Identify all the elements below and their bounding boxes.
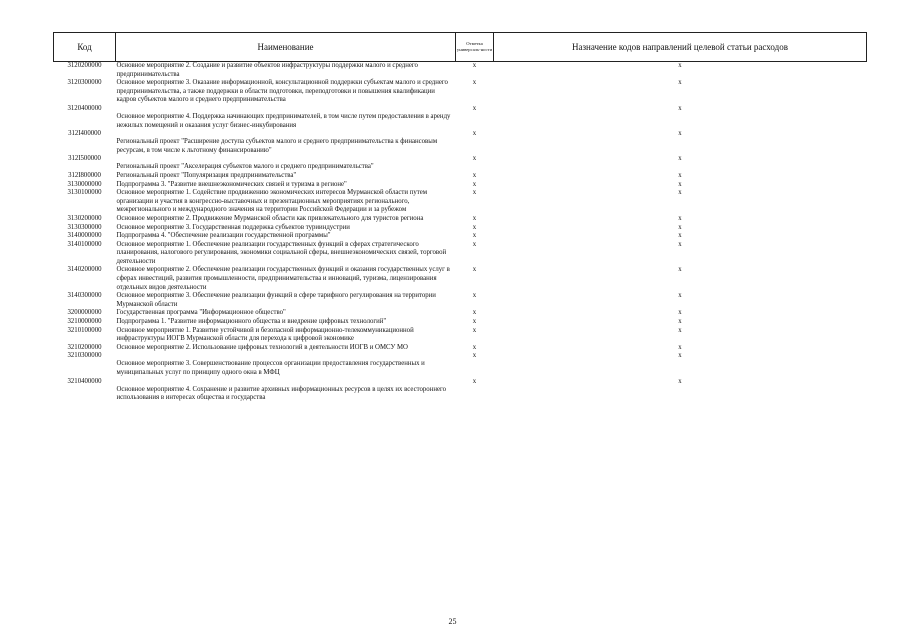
row-name: Основное мероприятие 2. Создание и развитие объектов инфраструктуры поддержки малого и среднего предпринимательства xyxy=(116,62,418,78)
row-purpose: x xyxy=(678,79,682,87)
row-universality-mark: x xyxy=(472,79,477,87)
table-body xyxy=(54,62,867,403)
table-row xyxy=(54,62,867,80)
row-universality-mark: x xyxy=(472,130,477,138)
row-purpose: x xyxy=(678,171,682,179)
header-code: Код xyxy=(54,33,116,62)
row-name: Основное мероприятие 1. Содействие продвижению экономических интересов Мурманской области путем организации и участия в конгрессно-выставочных и презентационных мероприятиях регионального, межрегионального и международного значения на территории Российской Федерации и за рубежом xyxy=(116,189,428,214)
table-row xyxy=(54,327,867,344)
row-universality-mark: x xyxy=(472,318,477,326)
row-universality-mark: x xyxy=(472,326,477,334)
row-purpose: x xyxy=(678,377,682,385)
row-purpose: x xyxy=(678,130,682,138)
row-purpose: x xyxy=(678,62,682,69)
row-purpose: x xyxy=(678,180,682,188)
table-row xyxy=(54,318,867,327)
row-name: Основное мероприятие 4. Поддержка начинающих предпринимателей, в том числе путем предоставления в аренду нежилых помещений и оказания услуг бизнес-инкубирования xyxy=(116,112,451,129)
table-row xyxy=(54,215,867,224)
table-row xyxy=(54,241,867,267)
row-code: 3140100000 xyxy=(67,240,102,248)
row-purpose: x xyxy=(678,309,682,317)
row-name: Основное мероприятие 3. Совершенствование процессов организации предоставления государственных и муниципальных услуг по принципу одного окна в МФЦ xyxy=(116,360,425,376)
header-purpose: Назначение кодов направлений целевой статьи расходов xyxy=(494,33,867,62)
row-purpose: x xyxy=(678,318,682,326)
row-code: 3140000000 xyxy=(67,232,102,240)
table-row xyxy=(54,232,867,241)
row-name: Основное мероприятие 2. Обеспечение реализации государственных функций и оказания государственных услуг в сферах инвестиций, развития промышленности, предпринимательства и инноваций, туризма, лицензирования отдельных видов деятельности xyxy=(116,266,450,291)
row-universality-mark: x xyxy=(472,343,477,351)
row-code: 3120300000 xyxy=(67,79,102,87)
row-universality-mark: x xyxy=(472,377,477,385)
row-purpose: x xyxy=(678,223,682,231)
row-code: 3140300000 xyxy=(67,292,102,300)
row-code: 312I500000 xyxy=(68,155,101,163)
row-name: Региональный проект "Популяризация предпринимательства" xyxy=(116,171,297,179)
row-name: Основное мероприятие 1. Развитие устойчивой и безопасной информационно-телекоммуникационной инфраструктуры ИОГВ Мурманской области для перехода к цифровой экономике xyxy=(116,326,414,343)
row-name: Подпрограмма 4. "Обеспечение реализации государственной программы" xyxy=(116,232,331,240)
row-name: Основное мероприятие 2. Использование цифровых технологий в деятельности ИОГВ и ОМСУ МО xyxy=(116,343,408,351)
table-row xyxy=(54,105,867,130)
row-code: 3210300000 xyxy=(67,352,102,360)
row-name: Государственная программа "Информационное общество" xyxy=(116,309,286,317)
table-row xyxy=(54,352,867,377)
table-row xyxy=(54,344,867,353)
row-name: Основное мероприятие 1. Обеспечение реализации государственных функций в сферах стратегического планирования, налогового регулирования, экономики социальной сферы, внешнеэкономических связей, торговой деятельности xyxy=(116,240,447,265)
row-universality-mark: x xyxy=(472,240,477,248)
row-purpose: x xyxy=(678,326,682,334)
row-universality-mark: x xyxy=(472,266,477,274)
row-code: 3120200000 xyxy=(67,62,102,69)
row-name: Подпрограмма 3. "Развитие внешнеэкономических связей и туризма в регионе" xyxy=(116,180,347,188)
row-universality-mark: x xyxy=(472,352,477,360)
row-purpose: x xyxy=(678,104,682,112)
table-row xyxy=(54,172,867,181)
row-code: 3200000000 xyxy=(67,309,102,317)
row-name: Основное мероприятие 2. Продвижение Мурманской области как привлекательного для туристов региона xyxy=(116,214,424,222)
table-row xyxy=(54,155,867,172)
row-purpose: x xyxy=(678,352,682,360)
row-universality-mark: x xyxy=(472,292,477,300)
page-number: 25 xyxy=(448,617,457,626)
header-universality-mark: Отметка универсаль-ности xyxy=(456,33,494,62)
row-universality-mark: x xyxy=(472,171,477,179)
row-purpose: x xyxy=(678,232,682,240)
table-row xyxy=(54,224,867,233)
row-universality-mark: x xyxy=(472,232,477,240)
row-universality-mark: x xyxy=(472,223,477,231)
table-row xyxy=(54,79,867,105)
row-code: 3210400000 xyxy=(67,377,102,385)
row-universality-mark: x xyxy=(472,180,477,188)
row-purpose: x xyxy=(678,189,682,197)
row-purpose: x xyxy=(678,343,682,351)
row-name: Подпрограмма 1. "Развитие информационного общества и внедрение цифровых технологий" xyxy=(116,318,387,326)
row-purpose: x xyxy=(678,155,682,163)
row-code: 312I800000 xyxy=(68,171,101,179)
row-code: 3210100000 xyxy=(67,326,102,334)
table-row xyxy=(54,181,867,190)
row-name: Региональный проект "Акселерация субъектов малого и среднего предпринимательства" xyxy=(116,163,374,171)
row-code: 312I400000 xyxy=(68,130,101,138)
table-row xyxy=(54,378,867,403)
table-header-row xyxy=(54,33,867,62)
row-code: 3130300000 xyxy=(67,223,102,231)
row-purpose: x xyxy=(678,292,682,300)
table-row xyxy=(54,309,867,318)
table-row xyxy=(54,189,867,215)
row-code: 3130000000 xyxy=(67,180,102,188)
row-purpose: x xyxy=(678,266,682,274)
header-name: Наименование xyxy=(116,33,456,62)
row-code: 3120400000 xyxy=(67,104,102,112)
row-name: Основное мероприятие 3. Оказание информационной, консультационной поддержки субъектам малого и среднего предпринимательства, а также поддержки в области подготовки, переподготовки и повышения квалификации кадров субъектов малого и среднего предпринимательства xyxy=(116,79,448,104)
row-purpose: x xyxy=(678,214,682,222)
row-name: Основное мероприятие 3. Обеспечение реализации функций в сфере тарифного регулирования на территории Мурманской области xyxy=(116,292,436,308)
row-name: Основное мероприятие 3. Государственная поддержка субъектов турииндустрии xyxy=(116,223,350,231)
table-row xyxy=(54,266,867,292)
row-universality-mark: x xyxy=(472,214,477,222)
row-purpose: x xyxy=(678,240,682,248)
row-universality-mark: x xyxy=(472,104,477,112)
target-articles-table xyxy=(53,32,867,403)
row-code: 3210000000 xyxy=(67,318,102,326)
row-name: Региональный проект "Расширение доступа субъектов малого и среднего предпринимательства к финансовым ресурсам, в том числе к льготному финансированию" xyxy=(116,138,438,154)
table-row xyxy=(54,130,867,155)
row-universality-mark: x xyxy=(472,189,477,197)
row-universality-mark: x xyxy=(472,155,477,163)
table-row xyxy=(54,292,867,309)
row-universality-mark: x xyxy=(472,309,477,317)
row-code: 3210200000 xyxy=(67,343,102,351)
row-universality-mark: x xyxy=(472,62,477,69)
row-code: 3130100000 xyxy=(67,189,102,197)
row-code: 3130200000 xyxy=(67,214,102,222)
row-code: 3140200000 xyxy=(67,266,102,274)
row-name: Основное мероприятие 4. Сохранение и развитие архивных информационных ресурсов в целях их всестороннего использования в интересах общества и государства xyxy=(116,385,446,402)
